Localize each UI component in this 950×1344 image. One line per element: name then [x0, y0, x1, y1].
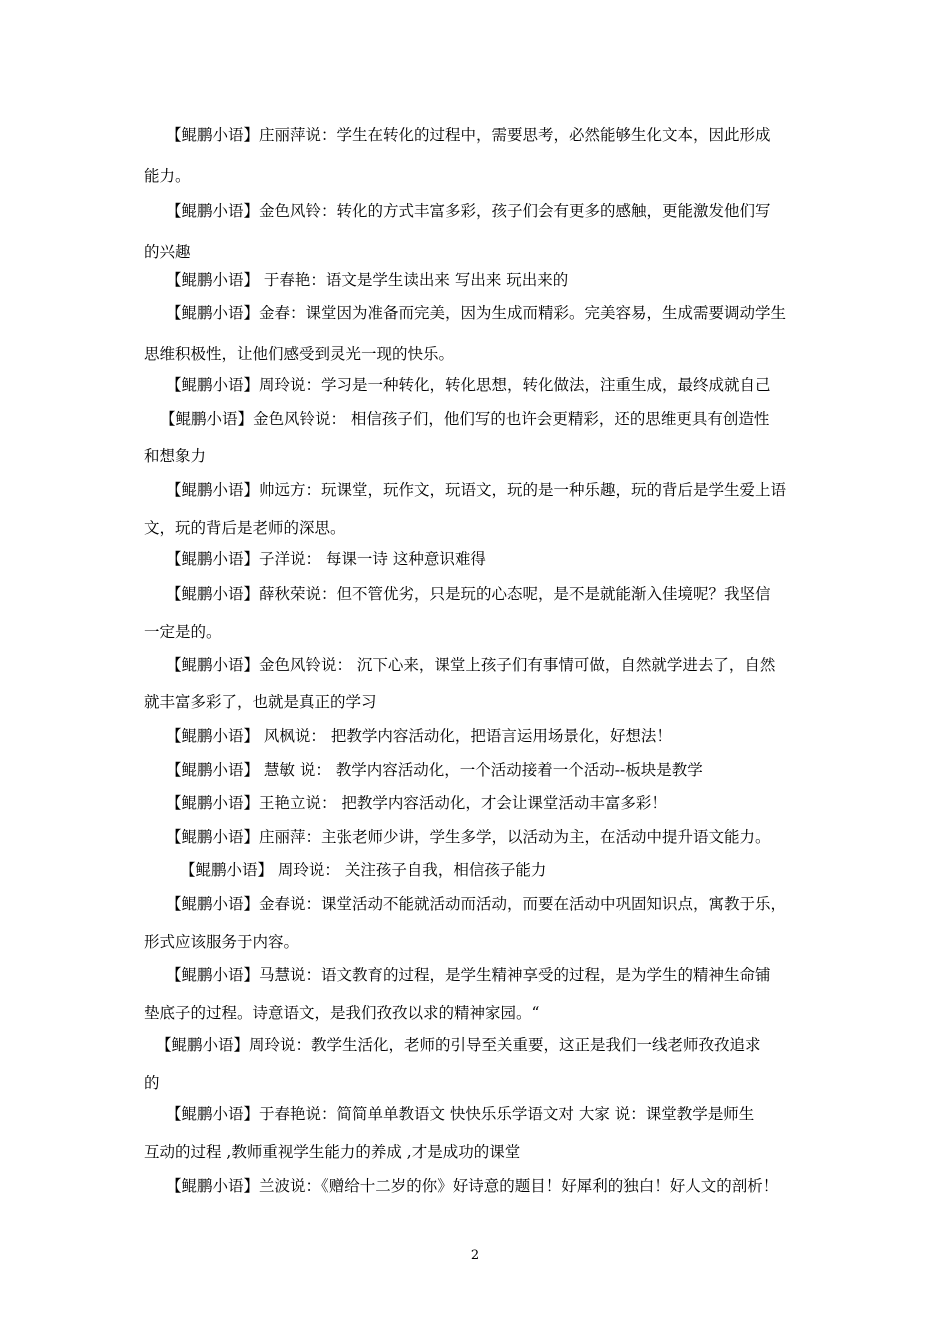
paragraph-line: 【鲲鹏小语】金色风铃说： 沉下心来，课堂上孩子们有事情可做，自然就学进去了，自然 — [166, 656, 776, 674]
page-number: 2 — [470, 1248, 480, 1263]
paragraph-line: 【鲲鹏小语】 风枫说： 把教学内容活动化，把语言运用场景化，好想法！ — [166, 727, 672, 745]
paragraph-line: 【鲲鹏小语】庄丽萍：主张老师少讲，学生多学，以活动为主，在活动中提升语文能力。 — [166, 828, 771, 846]
paragraph-line: 【鲲鹏小语】金色风铃：转化的方式丰富多彩，孩子们会有更多的感触，更能激发他们写 — [166, 202, 771, 220]
paragraph-continuation-line: 互动的过程 ,教师重视学生能力的养成 ,才是成功的课堂 — [144, 1143, 521, 1161]
paragraph-line: 【鲲鹏小语】庄丽萍说：学生在转化的过程中，需要思考，必然能够生化文本，因此形成 — [166, 126, 771, 144]
paragraph-continuation-line: 形式应该服务于内容。 — [144, 933, 300, 951]
paragraph-line: 【鲲鹏小语】金春说：课堂活动不能就活动而活动，而要在活动中巩固知识点，寓教于乐， — [166, 895, 787, 913]
paragraph-line: 【鲲鹏小语】马慧说：语文教育的过程，是学生精神享受的过程，是为学生的精神生命铺 — [166, 966, 771, 984]
paragraph-line: 【鲲鹏小语】周玲说：教学生活化，老师的引导至关重要，这正是我们一线老师孜孜追求 — [156, 1036, 761, 1054]
paragraph-continuation-line: 文，玩的背后是老师的深思。 — [144, 519, 346, 537]
paragraph-line: 【鲲鹏小语】兰波说：《赠给十二岁的你》好诗意的题目！好犀利的独白！好人文的剖析！ — [166, 1177, 779, 1195]
paragraph-continuation-line: 和想象力 — [144, 447, 207, 465]
paragraph-line: 【鲲鹏小语】薛秋荣说：但不管优劣，只是玩的心态呢，是不是就能渐入佳境呢？我坚信 — [166, 585, 771, 603]
paragraph-line: 【鲲鹏小语】于春艳说：简简单单教语文 快快乐乐学语文对 大家 说：课堂教学是师生 — [166, 1105, 755, 1123]
paragraph-continuation-line: 垫底子的过程。诗意语文，是我们孜孜以求的精神家园。“ — [144, 1004, 540, 1022]
paragraph-line: 【鲲鹏小语】 周玲说： 关注孩子自我，相信孩子能力 — [180, 861, 547, 879]
paragraph-line: 【鲲鹏小语】 慧敏 说： 教学内容活动化，一个活动接着一个活动--板块是教学 — [166, 761, 703, 779]
paragraph-continuation-line: 能力。 — [144, 167, 191, 185]
paragraph-line: 【鲲鹏小语】周玲说：学习是一种转化，转化思想，转化做法，注重生成，最终成就自己 — [166, 376, 771, 394]
paragraph-line: 【鲲鹏小语】金春：课堂因为准备而完美，因为生成而精彩。完美容易，生成需要调动学生 — [166, 304, 787, 322]
paragraph-continuation-line: 的兴趣 — [144, 243, 191, 261]
paragraph-continuation-line: 一定是的。 — [144, 623, 222, 641]
paragraph-line: 【鲲鹏小语】帅远方：玩课堂，玩作文，玩语文，玩的是一种乐趣，玩的背后是学生爱上语 — [166, 481, 787, 499]
paragraph-line: 【鲲鹏小语】金色风铃说： 相信孩子们，他们写的也许会更精彩，还的思维更具有创造性 — [160, 410, 770, 428]
paragraph-line: 【鲲鹏小语】子洋说： 每课一诗 这种意识难得 — [166, 550, 486, 568]
paragraph-line: 【鲲鹏小语】王艳立说： 把教学内容活动化，才会让课堂活动丰富多彩！ — [166, 794, 667, 812]
paragraph-continuation-line: 就丰富多彩了，也就是真正的学习 — [144, 693, 377, 711]
paragraph-continuation-line: 思维积极性，让他们感受到灵光一现的快乐。 — [144, 345, 455, 363]
paragraph-continuation-line: 的 — [144, 1074, 160, 1092]
paragraph-line: 【鲲鹏小语】 于春艳：语文是学生读出来 写出来 玩出来的 — [166, 271, 569, 289]
